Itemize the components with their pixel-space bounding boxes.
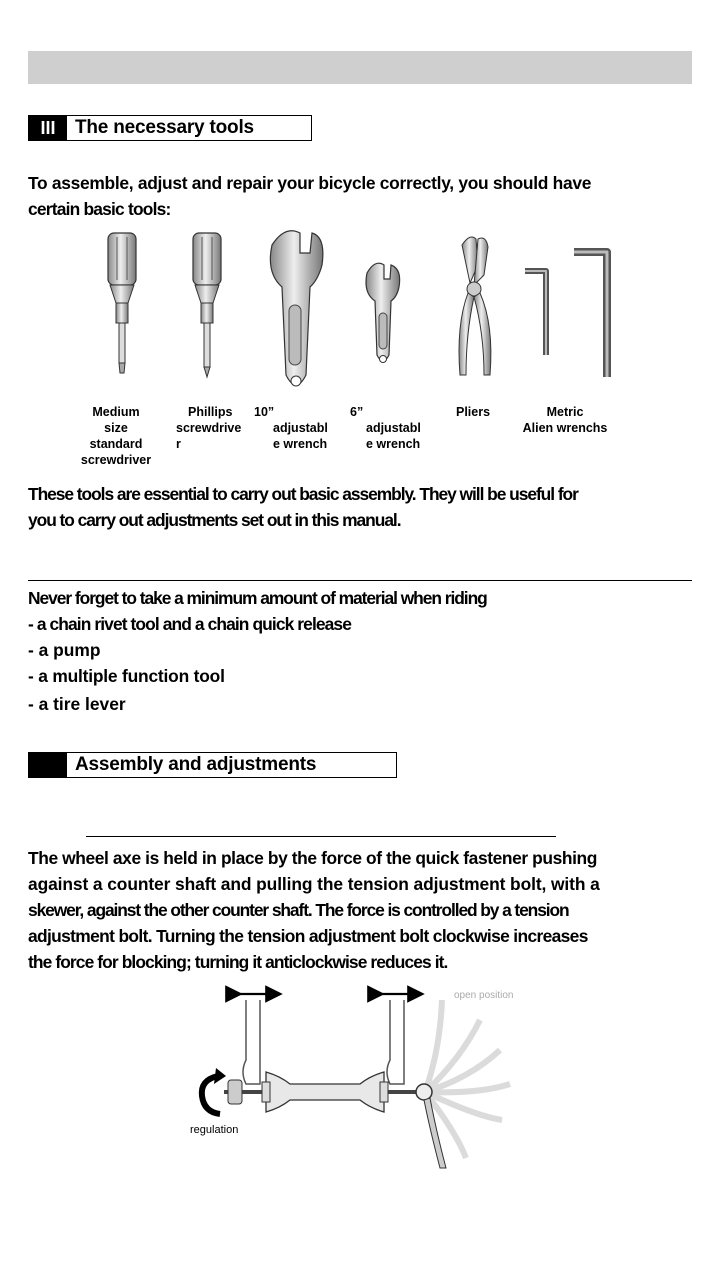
essential-line-1: These tools are essential to carry out basic assembly. They will be useful for xyxy=(28,484,578,504)
adjustable-wrench-6-icon xyxy=(366,263,400,362)
caption-6-wrench: adjustabl e wrench xyxy=(366,421,421,451)
divider-rule xyxy=(28,580,692,581)
tools-illustration xyxy=(0,225,720,385)
intro-line-1: To assemble, adjust and repair your bicycle correctly, you should have xyxy=(28,173,592,193)
caption-pliers: Pliers xyxy=(456,405,491,419)
wheel-line: the force for blocking; turning it anticlockwise reduces it. xyxy=(28,952,448,972)
pliers-icon xyxy=(459,237,491,375)
lever-pivot xyxy=(416,1084,432,1100)
subsection-rule xyxy=(86,836,556,837)
wheel-line: adjustment bolt. Turning the tension adjustment bolt clockwise increases xyxy=(28,926,588,946)
header-bar xyxy=(28,51,692,84)
riding-list xyxy=(28,611,351,717)
hub-body xyxy=(266,1072,384,1112)
caption-6-wrench-size: 6” xyxy=(350,405,364,419)
section-header-assembly xyxy=(28,752,397,778)
right-fork-icon xyxy=(387,1000,404,1084)
wheel-line: against a counter shaft and pulling the tension adjustment bolt, with a xyxy=(28,874,600,894)
caption-10-wrench: adjustabl e wrench xyxy=(273,421,328,451)
allen-wrench-large-icon xyxy=(574,252,607,377)
quick-release-diagram xyxy=(180,980,540,1180)
caption-phillips-screwdriver: Phillips screwdrive r xyxy=(176,405,242,451)
section-title: Assembly and adjustments xyxy=(75,754,317,775)
adjustment-bolt xyxy=(228,1080,242,1104)
open-position-label: open position xyxy=(454,990,514,1001)
phillips-screwdriver-icon xyxy=(193,233,221,377)
section-number: III xyxy=(29,116,67,140)
list-item: - a tire lever xyxy=(28,694,126,714)
riding-heading: Never forget to take a minimum amount of material when riding xyxy=(28,588,487,608)
left-fork-icon xyxy=(243,1000,260,1084)
list-item: - a multiple function tool xyxy=(28,666,225,686)
caption-medium-screwdriver: Medium size standard screwdriver xyxy=(80,405,152,467)
intro-line-2: certain basic tools: xyxy=(28,199,171,219)
intro-paragraph xyxy=(28,170,698,222)
caption-10-wrench-size: 10” xyxy=(254,405,275,419)
medium-screwdriver-icon xyxy=(108,233,136,373)
wheel-line: The wheel axe is held in place by the force of the quick fastener pushing xyxy=(28,848,597,868)
list-item: - a chain rivet tool and a chain quick release xyxy=(28,614,351,634)
caption-allen-wrenches: Metric Alien wrenchs xyxy=(522,405,608,435)
allen-wrench-small-icon xyxy=(525,271,546,355)
list-item: - a pump xyxy=(28,640,101,660)
essential-paragraph xyxy=(28,481,698,533)
adjustable-wrench-10-icon xyxy=(270,231,323,386)
section-title: The necessary tools xyxy=(75,117,254,138)
regulation-label: regulation xyxy=(190,1124,239,1136)
section-header-tools xyxy=(28,115,312,141)
wheel-paragraph xyxy=(28,845,698,975)
essential-line-2: you to carry out adjustments set out in this manual. xyxy=(28,510,401,530)
section-number xyxy=(29,753,67,777)
wheel-line: skewer, against the other counter shaft. The force is controlled by a tension xyxy=(28,900,569,920)
